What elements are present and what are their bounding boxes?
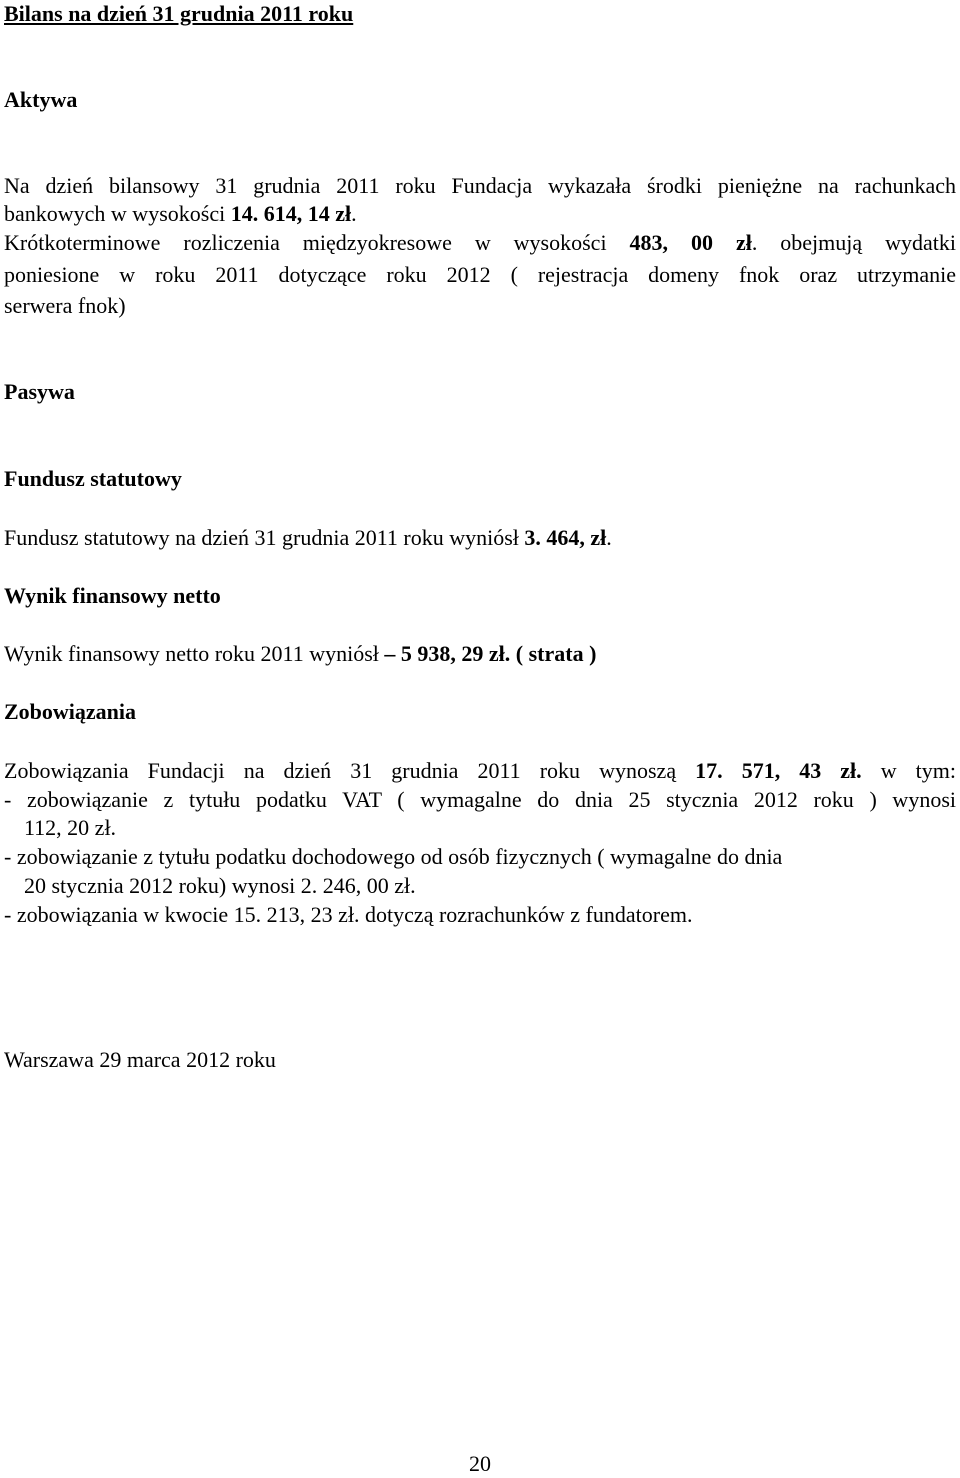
- fundusz-statutowy-text: [4, 524, 956, 552]
- zobowiazania-item-3: - zobowiązania w kwocie 15. 213, 23 zł. dotyczą rozrachunków z fundatorem.: [4, 902, 693, 927]
- aktywa-line-2: [4, 200, 956, 228]
- zob-amount: 17. 571, 43 zł.: [695, 758, 862, 783]
- aktywa-line-2-end: .: [351, 201, 357, 226]
- aktywa-line-2-text: bankowych w wysokości: [4, 201, 231, 226]
- aktywa-line-3-end: . obejmują wydatki: [751, 230, 956, 255]
- zobowiazania-item-2-line-1: - zobowiązanie z tytułu podatku dochodowego od osób fizycznych ( wymagalne do dnia: [4, 844, 783, 869]
- wynik-amount: – 5 938, 29 zł. ( strata ): [384, 641, 597, 666]
- accruals-amount: 483, 00 zł: [629, 230, 752, 255]
- wynik-finansowy-text: [4, 640, 956, 668]
- cash-amount: 14. 614, 14 zł: [230, 201, 352, 226]
- zob-text: Zobowiązania Fundacji na dzień 31 grudnia 2011 roku wynoszą: [4, 758, 696, 783]
- aktywa-line-4: poniesione w roku 2011 dotyczące roku 2012 ( rejestracja domeny fnok oraz utrzymanie: [4, 262, 956, 287]
- zobowiazania-item-2-line-2: 20 stycznia 2012 roku) wynosi 2. 246, 00 zł.: [24, 873, 416, 898]
- aktywa-line-1: Na dzień bilansowy 31 grudnia 2011 roku Fundacja wykazała środki pieniężne na rachunkach: [4, 173, 956, 198]
- place-date: Warszawa 29 marca 2012 roku: [4, 1047, 276, 1072]
- subheading-zobowiazania: Zobowiązania: [4, 699, 137, 724]
- fundusz-end: .: [606, 525, 612, 550]
- fundusz-amount: 3. 464, zł: [524, 525, 607, 550]
- section-heading-pasywa: Pasywa: [4, 379, 75, 404]
- page-number: 20: [469, 1451, 491, 1476]
- subheading-fundusz-statutowy: Fundusz statutowy: [4, 466, 182, 491]
- zobowiazania-item-1-line-2: 112, 20 zł.: [24, 815, 117, 840]
- aktywa-line-5: serwera fnok): [4, 293, 126, 318]
- zobowiazania-item-1-line-1: - zobowiązanie z tytułu podatku VAT ( wymagalne do dnia 25 stycznia 2012 roku ) wynosi: [4, 787, 956, 812]
- zobowiazania-line-1: [4, 757, 956, 785]
- document-title: Bilans na dzień 31 grudnia 2011 roku: [4, 1, 354, 26]
- subheading-wynik-finansowy: Wynik finansowy netto: [4, 583, 221, 608]
- aktywa-line-3: [4, 229, 956, 257]
- wynik-text: Wynik finansowy netto roku 2011 wyniósł: [4, 641, 385, 666]
- aktywa-line-3-text: Krótkoterminowe rozliczenia międzyokresowe w wysokości: [4, 230, 630, 255]
- section-heading-aktywa: Aktywa: [4, 87, 78, 112]
- fundusz-text: Fundusz statutowy na dzień 31 grudnia 2011 roku wyniósł: [4, 525, 525, 550]
- zob-end: w tym:: [861, 758, 956, 783]
